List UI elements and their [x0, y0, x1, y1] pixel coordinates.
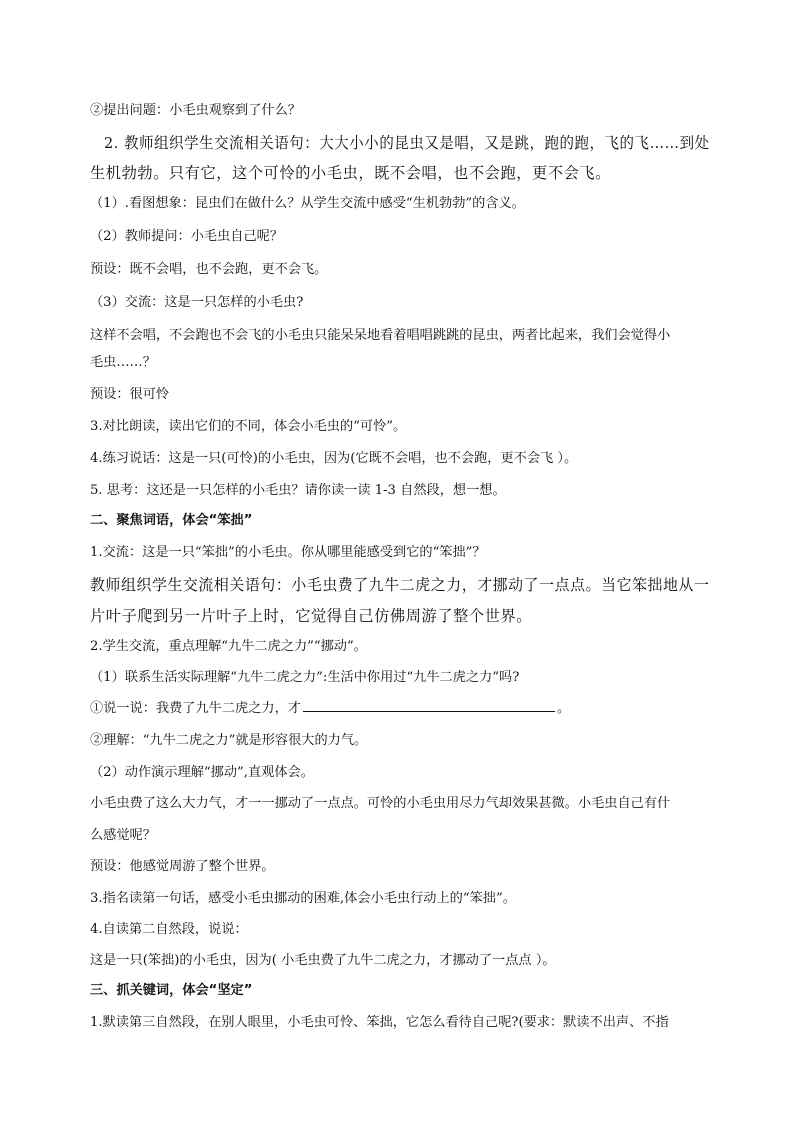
section-heading: 二、聚焦词语，体会“笨拙”	[90, 513, 253, 528]
text-line: 2. 教师组织学生交流相关语句：大大小小的昆虫又是唱，又是跳，跑的跑，飞的飞……到处	[104, 134, 710, 152]
text-line: 生机勃勃。只有它，这个可怜的小毛虫，既不会唱，也不会跑，更不会飞。	[90, 164, 611, 182]
text-line: 这样不会唱，不会跑也不会飞的小毛虫只能呆呆地看着唱唱跳跳的昆虫，两者比起来，我们会觉得小	[90, 328, 671, 343]
text-line: 这是一只(笨拙)的小毛虫，因为( 小毛虫费了九牛二虎之力，才挪动了一点点 ）。	[90, 953, 556, 968]
text-line: 3.指名读第一句话，感受小毛虫挪动的困难,体会小毛虫行动上的“笨拙”。	[90, 891, 516, 906]
text-line: 么感觉呢？	[90, 828, 156, 843]
section-heading: 三、抓关键词，体会“坚定”	[90, 983, 253, 998]
text-line: 教师组织学生交流相关语句：小毛虫费了九牛二虎之力，才挪动了一点点。当它笨拙地从一	[90, 576, 710, 594]
answer-blank	[303, 699, 555, 712]
fill-in-line	[90, 699, 570, 719]
text-line: 4.自读第二自然段，说说：	[90, 922, 248, 937]
text-line: 预设：他感觉周游了整个世界。	[90, 859, 275, 874]
text-line: （1）联系生活实际理解“九牛二虎之力”:生活中你用过“九牛二虎之力”吗?	[90, 670, 520, 685]
text-line: 预设：很可怜	[90, 387, 170, 402]
text-line: 毛虫……？	[90, 355, 156, 370]
text-line: 小毛虫费了这么大力气，才一一挪动了一点点。可怜的小毛虫用尽力气却效果甚微。小毛虫自己有什	[90, 796, 671, 811]
text-line: ②理解：“九牛二虎之力”就是形容很大的力气。	[90, 733, 368, 748]
text-line: （2）动作演示理解“挪动”,直观体会。	[90, 765, 314, 780]
text-line: 3.对比朗读，读出它们的不同，体会小毛虫的“可怜”。	[90, 419, 407, 434]
fill-in-end: 。	[557, 701, 571, 716]
text-line: （3）交流：这是一只怎样的小毛虫?	[90, 295, 304, 310]
text-line: 1.默读第三自然段，在别人眼里，小毛虫可怜、笨拙，它怎么看待自己呢?(要求：默读不出声、不指	[90, 1015, 669, 1030]
text-line: ②提出问题：小毛虫观察到了什么？	[90, 103, 301, 118]
text-line: 片叶子爬到另一片叶子上时，它觉得自己仿佛周游了整个世界。	[90, 607, 533, 625]
text-line: 1.交流：这是一只“笨拙”的小毛虫。你从哪里能感受到它的“笨拙”？	[90, 545, 486, 560]
text-line: 预设：既不会唱，也不会跑，更不会飞。	[90, 262, 328, 277]
fill-in-prompt: ①说一说：我费了九牛二虎之力，才	[90, 701, 301, 716]
text-line: （1）.看图想象：昆虫们在做什么？从学生交流中感受“生机勃勃”的含义。	[90, 196, 525, 211]
text-line: 5. 思考：这还是一只怎样的小毛虫？请你读一读 1-3 自然段，想一想。	[90, 483, 506, 498]
text-line: 2.学生交流，重点理解“九牛二虎之力”“挪动”。	[90, 639, 367, 654]
text-line: （2）教师提问：小毛虫自己呢？	[90, 229, 284, 244]
text-line: 4.练习说话：这是一只(可怜)的小毛虫，因为(它既不会唱，也不会跑，更不会飞 ）。	[90, 451, 578, 466]
